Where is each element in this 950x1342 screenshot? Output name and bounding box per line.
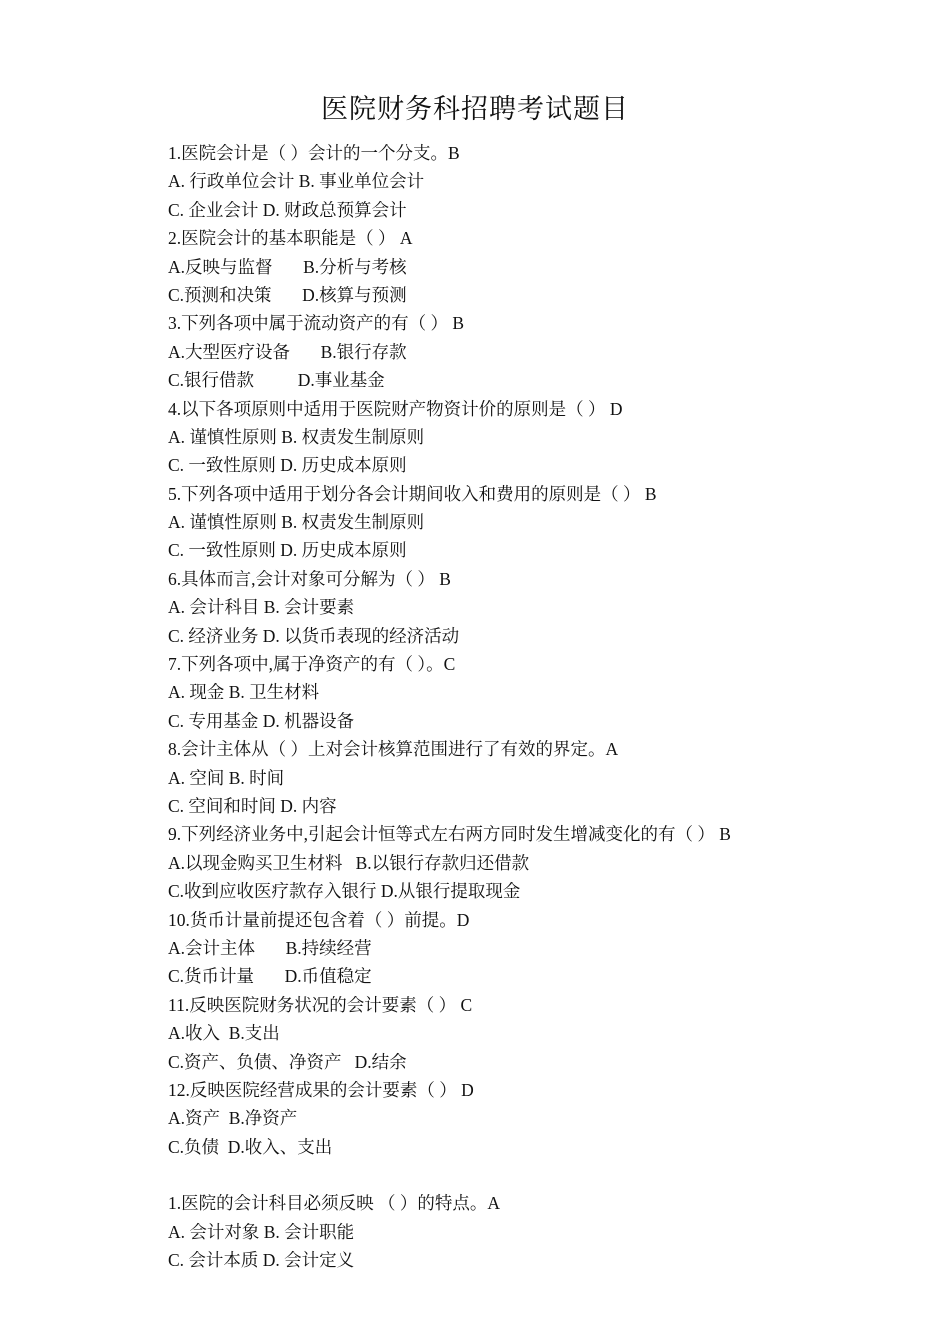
question-line: C.预测和决策 D.核算与预测: [168, 284, 407, 305]
question-line: 12.反映医院经营成果的会计要素（ ） D: [168, 1079, 474, 1100]
question-line: A.反映与监督 B.分析与考核: [168, 256, 407, 277]
question-line: C.银行借款 D.事业基金: [168, 370, 385, 391]
question-line: A. 谨慎性原则 B. 权责发生制原则: [168, 512, 425, 533]
question-line: C. 经济业务 D. 以货币表现的经济活动: [168, 625, 460, 646]
question-line: 3.下列各项中属于流动资产的有（ ） B: [168, 313, 465, 334]
question-line: A. 会计对象 B. 会计职能: [168, 1221, 355, 1242]
question-line: C. 企业会计 D. 财政总预算会计: [168, 199, 407, 220]
question-list: [168, 139, 888, 1275]
question-line: C. 一致性原则 D. 历史成本原则: [168, 455, 407, 476]
question-line: C.负债 D.收入、支出: [168, 1136, 333, 1157]
question-line: 8.会计主体从（ ）上对会计核算范围进行了有效的界定。A: [168, 739, 619, 760]
question-line: C.收到应收医疗款存入银行 D.从银行提取现金: [168, 881, 521, 902]
question-line: A.以现金购买卫生材料 B.以银行存款归还借款: [168, 852, 530, 873]
question-line: 6.具体而言,会计对象可分解为（ ） B: [168, 568, 451, 589]
question-line: 5.下列各项中适用于划分各会计期间收入和费用的原则是（ ） B: [168, 483, 657, 504]
document-title: 医院财务科招聘考试题目: [321, 94, 629, 125]
question-line: 11.反映医院财务状况的会计要素（ ） C: [168, 994, 473, 1015]
question-line: C. 会计本质 D. 会计定义: [168, 1250, 355, 1271]
question-line: A.资产 B.净资产: [168, 1108, 298, 1129]
question-line: 1.医院会计是（ ）会计的一个分支。B: [168, 143, 460, 163]
question-line: A. 空间 B. 时间: [168, 767, 285, 788]
question-line: C. 专用基金 D. 机器设备: [168, 710, 355, 731]
question-line: A. 谨慎性原则 B. 权责发生制原则: [168, 426, 425, 447]
question-line: C.货币计量 D.币值稳定: [168, 966, 372, 987]
question-line: 2.医院会计的基本职能是（ ） A: [168, 228, 413, 249]
question-line: 10.货币计量前提还包含着（ ）前提。D: [168, 909, 470, 930]
question-line: 1.医院的会计科目必须反映 （ ）的特点。A: [168, 1193, 501, 1214]
question-line: C.资产、负债、净资产 D.结余: [168, 1051, 407, 1072]
question-line: 9.下列经济业务中,引起会计恒等式左右两方同时发生增减变化的有（ ） B: [168, 824, 731, 845]
question-line: A. 行政单位会计 B. 事业单位会计: [168, 171, 425, 192]
question-line: A. 现金 B. 卫生材料: [168, 682, 320, 703]
question-line: 7.下列各项中,属于净资产的有（ ）。C: [168, 654, 456, 675]
question-line: A.大型医疗设备 B.银行存款: [168, 341, 407, 362]
question-line: C. 空间和时间 D. 内容: [168, 795, 337, 816]
question-line: A. 会计科目 B. 会计要素: [168, 597, 355, 618]
question-line: A.会计主体 B.持续经营: [168, 937, 372, 958]
blank-line: [168, 1161, 888, 1189]
question-line: A.收入 B.支出: [168, 1023, 280, 1044]
question-line: C. 一致性原则 D. 历史成本原则: [168, 540, 407, 561]
question-line: 4.以下各项原则中适用于医院财产物资计价的原则是（ ） D: [168, 398, 623, 419]
